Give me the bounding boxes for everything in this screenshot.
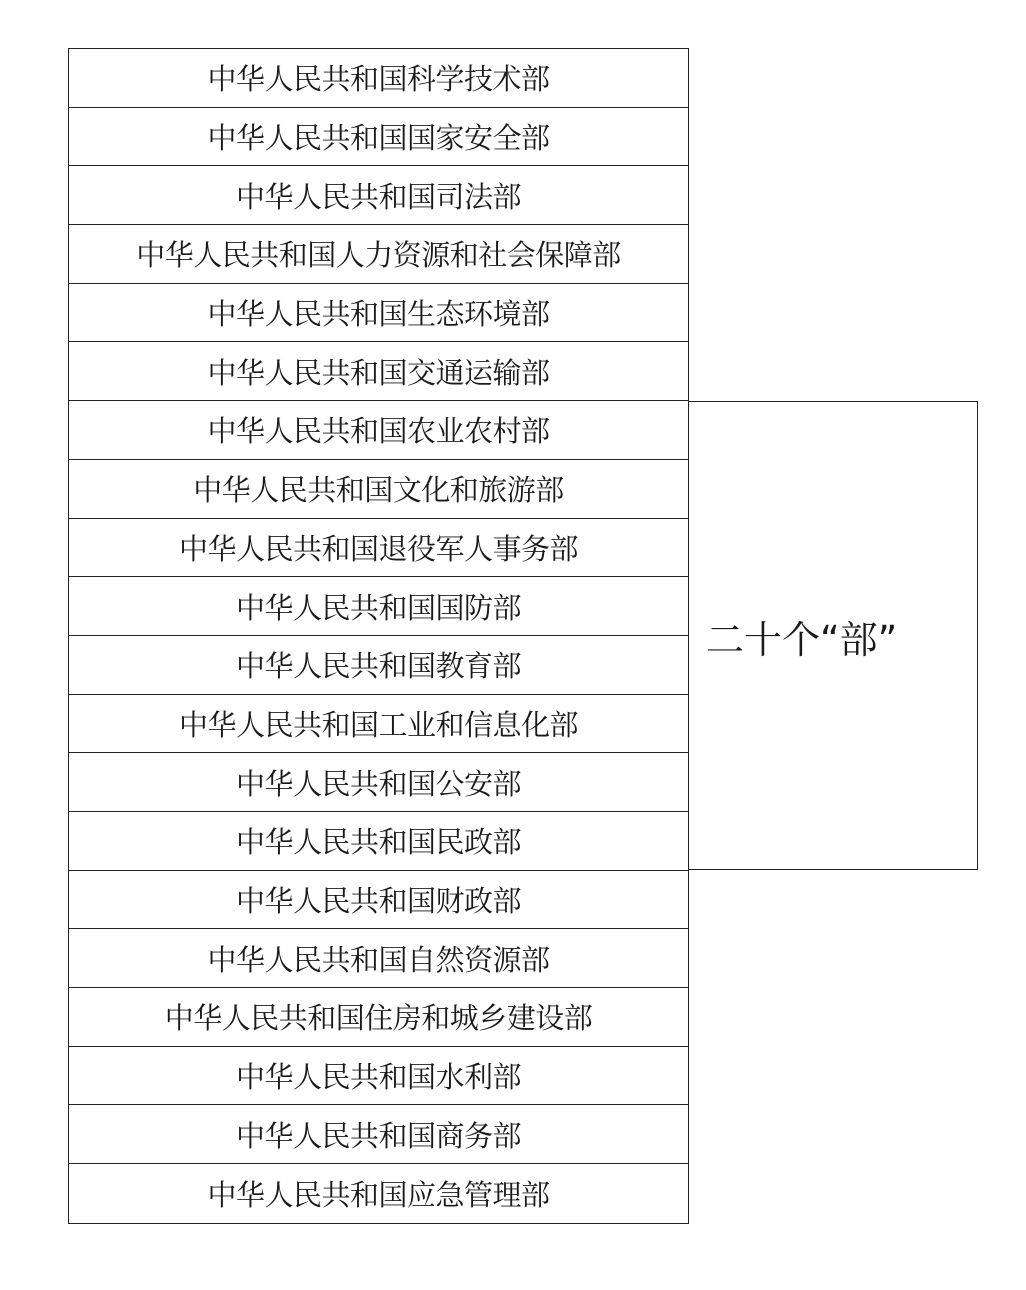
ministry-row: 中华人民共和国应急管理部	[207, 1177, 550, 1212]
ministry-row: 中华人民共和国国家安全部	[69, 108, 688, 167]
ministry-row: 中华人民共和国人力资源和社会保障部	[69, 225, 688, 284]
ministry-row: 中华人民共和国工业和信息化部	[69, 695, 688, 754]
ministry-row: 中华人民共和国教育部	[69, 636, 688, 695]
ministry-list	[68, 48, 689, 1224]
ministry-row: 中华人民共和国水利部	[69, 1047, 688, 1106]
ministry-row: 中华人民共和国民政部	[69, 812, 688, 871]
ministry-row: 中华人民共和国文化和旅游部	[69, 460, 688, 519]
group-label: 二十个“部”	[706, 617, 898, 662]
ministry-row: 中华人民共和国国防部	[69, 577, 688, 636]
ministry-row: 中华人民共和国司法部	[69, 166, 688, 225]
ministry-row: 中华人民共和国住房和城乡建设部	[69, 988, 688, 1047]
ministry-row: 中华人民共和国生态环境部	[69, 284, 688, 343]
ministry-row: 中华人民共和国退役军人事务部	[69, 519, 688, 578]
ministry-row: 中华人民共和国农业农村部	[69, 401, 688, 460]
ministry-row: 中华人民共和国自然资源部	[69, 929, 688, 988]
ministry-row: 中华人民共和国交通运输部	[69, 342, 688, 401]
ministry-row: 中华人民共和国财政部	[69, 871, 688, 930]
ministry-row: 中华人民共和国公安部	[69, 753, 688, 812]
ministry-row: 中华人民共和国科学技术部	[69, 49, 688, 108]
ministry-row: 中华人民共和国商务部	[69, 1105, 688, 1164]
